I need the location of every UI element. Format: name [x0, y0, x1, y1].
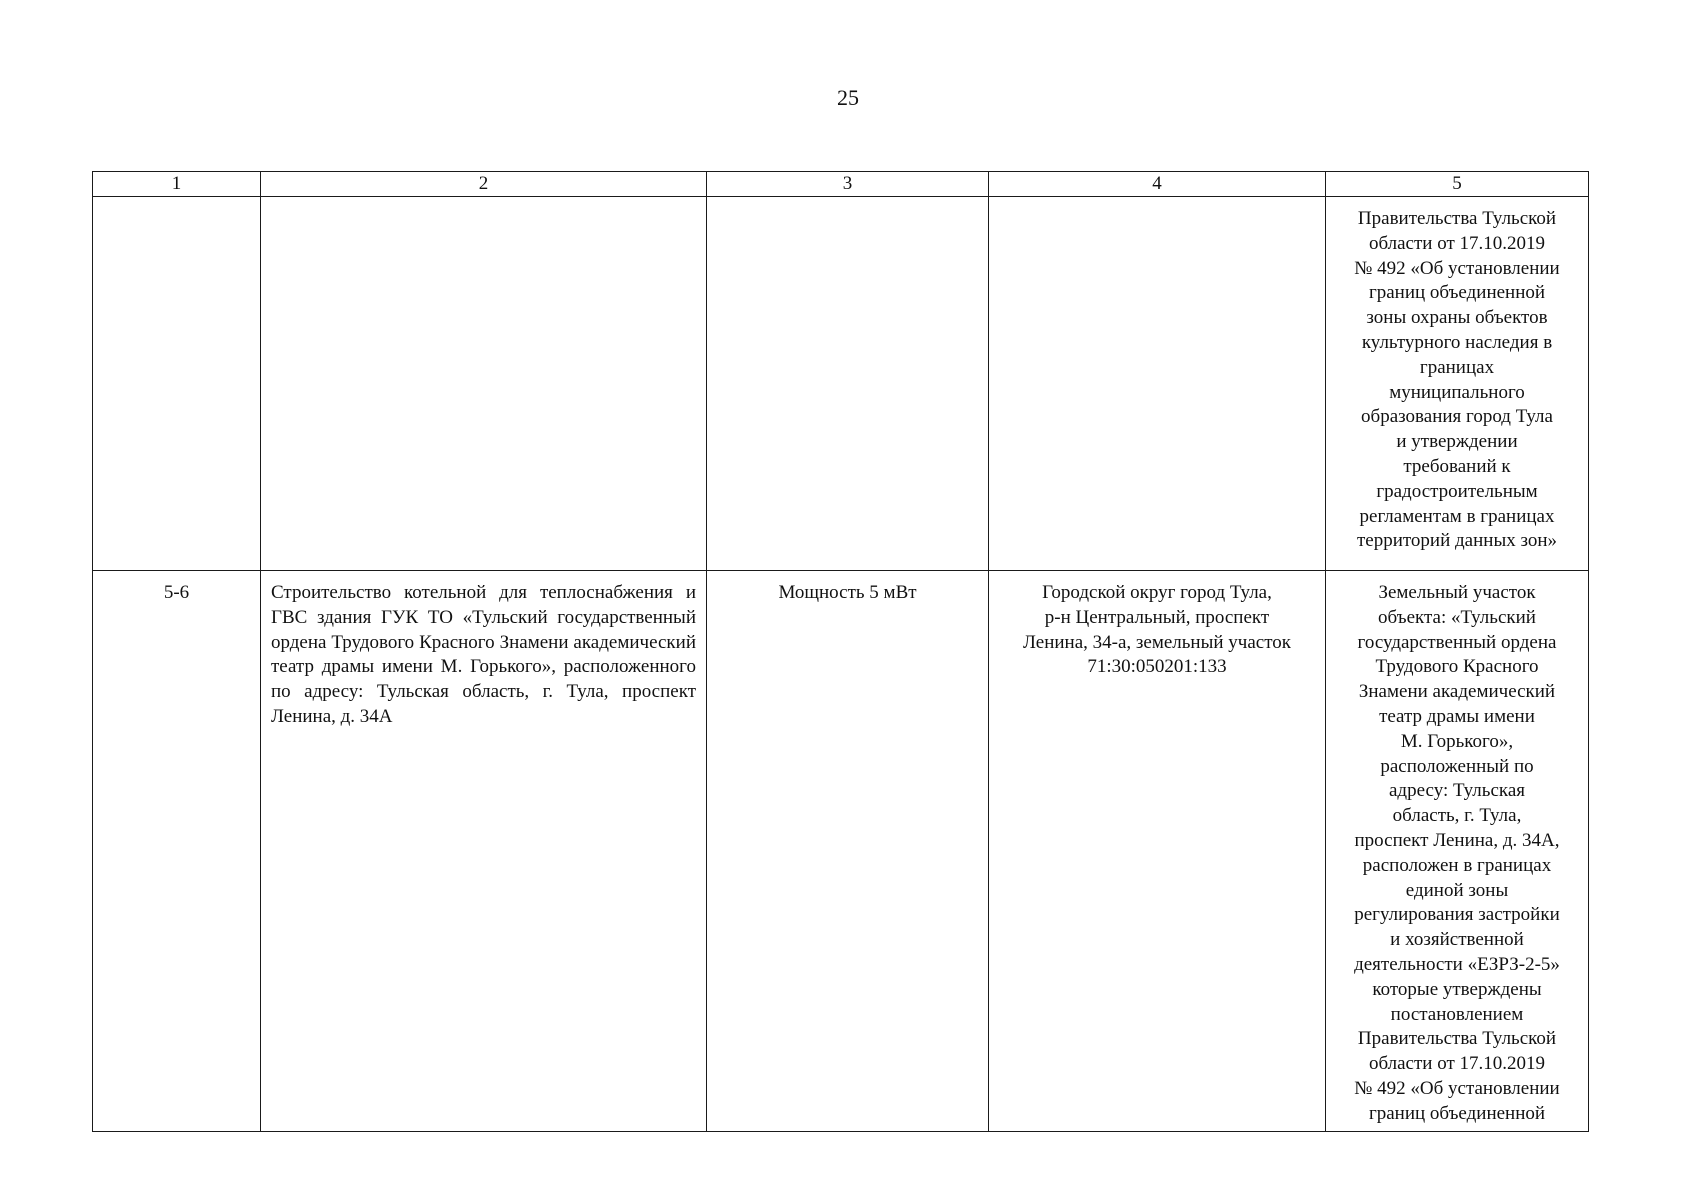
cell-notes: Правительства Тульской области от 17.10.2019 № 492 «Об установлении границ объединенной зоны охраны объектов культурного наследия в границах муниципального образования город Тула и утверждении требований к градостроительным регламентам в границах территорий данных зон» — [1326, 197, 1589, 571]
table-header-row — [93, 172, 1589, 197]
page-number: 25 — [837, 85, 859, 110]
column-header-4: 4 — [989, 172, 1326, 197]
cell-object-name: Строительство котельной для теплоснабжения и ГВС здания ГУК ТО «Тульский государственный ордена Трудового Красного Знамени академический театр драмы имени М. Горького», расположенного по адресу: Тульская область, г. Тула, проспект Ленина, д. 34А — [261, 571, 707, 1132]
cell-number — [93, 197, 261, 571]
cell-location — [989, 197, 1326, 571]
cell-characteristics: Мощность 5 мВт — [707, 571, 989, 1132]
column-header-2: 2 — [261, 172, 707, 197]
cell-notes: Земельный участок объекта: «Тульский государственный ордена Трудового Красного Знамени академический театр драмы имени М. Горького», расположенный по адресу: Тульская область, г. Тула, проспект Ленина, д. 34А, расположен в границах единой зоны регулирования застройки и хозяйственной деятельности «ЕЗРЗ-2-5» которые утверждены постановлением Правительства Тульской области от 17.10.2019 № 492 «Об установлении границ объединенной — [1326, 571, 1589, 1132]
table-row-5-6 — [93, 571, 1589, 1132]
cell-number: 5-6 — [93, 571, 261, 1132]
column-header-3: 3 — [707, 172, 989, 197]
cell-location: Городской округ город Тула, р-н Центральный, проспект Ленина, 34-а, земельный участок 71:30:050201:133 — [989, 571, 1326, 1132]
cell-object-name — [261, 197, 707, 571]
document-table — [92, 171, 1589, 1132]
cell-characteristics — [707, 197, 989, 571]
column-header-5: 5 — [1326, 172, 1589, 197]
table-row-continuation — [93, 197, 1589, 571]
column-header-1: 1 — [93, 172, 261, 197]
